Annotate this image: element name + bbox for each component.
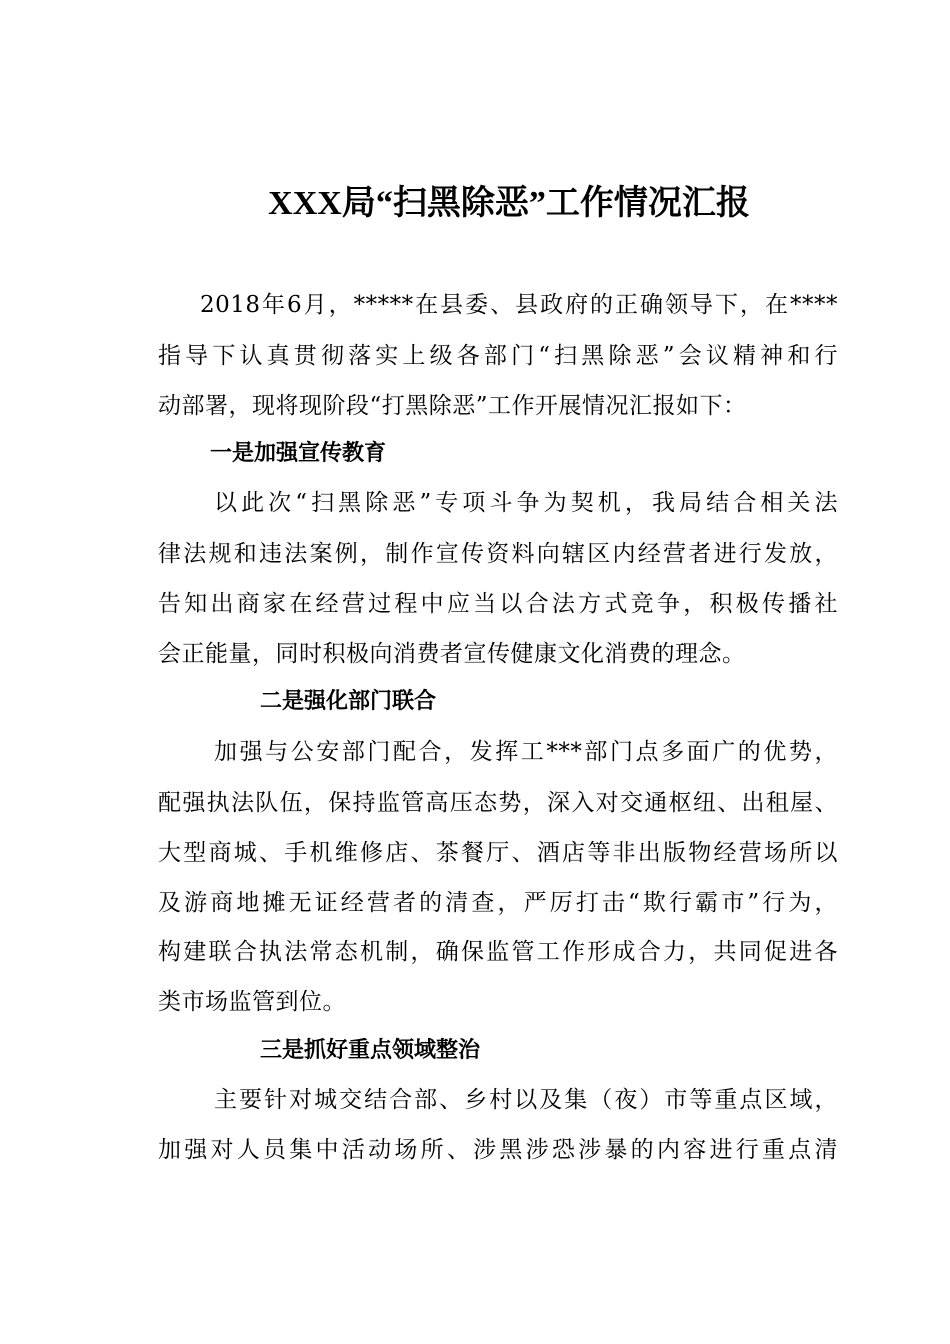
- section-2-line-2: 配强执法队伍，保持监管高压态势，深入对交通枢纽、出租屋、: [158, 790, 838, 816]
- intro-line-1: 2018年6月，*****在县委、县政府的正确领导下，在****: [200, 292, 838, 318]
- section-3-line-1: 主要针对城交结合部、乡村以及集（夜）市等重点区域，: [214, 1087, 838, 1113]
- section-2-line-4: 及游商地摊无证经营者的清查，严厉打击“欺行霸市”行为，: [158, 890, 838, 916]
- section-2-heading: 二是强化部门联合: [260, 689, 437, 714]
- section-1-heading: 一是加强宣传教育: [210, 441, 387, 466]
- section-1-line-3: 告知出商家在经营过程中应当以合法方式竞争，积极传播社: [158, 591, 838, 617]
- section-1-line-4: 会正能量，同时积极向消费者宣传健康文化消费的理念。: [158, 641, 746, 667]
- section-3-heading: 三是抓好重点领域整治: [260, 1038, 481, 1063]
- intro-line-3: 动部署，现将现阶段“打黑除恶”工作开展情况汇报如下：: [158, 393, 747, 419]
- section-1-line-2: 律法规和违法案例，制作宣传资料向辖区内经营者进行发放，: [158, 541, 838, 567]
- section-2-line-5: 构建联合执法常态机制，确保监管工作形成合力，共同促进各: [158, 939, 838, 965]
- section-2-line-3: 大型商城、手机维修店、茶餐厅、酒店等非出版物经营场所以: [158, 840, 838, 866]
- intro-line-2: 指导下认真贯彻落实上级各部门“扫黑除恶”会议精神和行: [158, 343, 838, 369]
- document-title: XXX局“扫黑除恶”工作情况汇报: [268, 185, 750, 222]
- section-2-line-6: 类市场监管到位。: [158, 989, 346, 1015]
- section-2-line-1: 加强与公安部门配合，发挥工***部门点多面广的优势，: [214, 739, 838, 765]
- section-1-line-1: 以此次“扫黑除恶”专项斗争为契机，我局结合相关法: [214, 490, 838, 516]
- section-3-line-2: 加强对人员集中活动场所、涉黑涉恐涉暴的内容进行重点清: [158, 1137, 838, 1163]
